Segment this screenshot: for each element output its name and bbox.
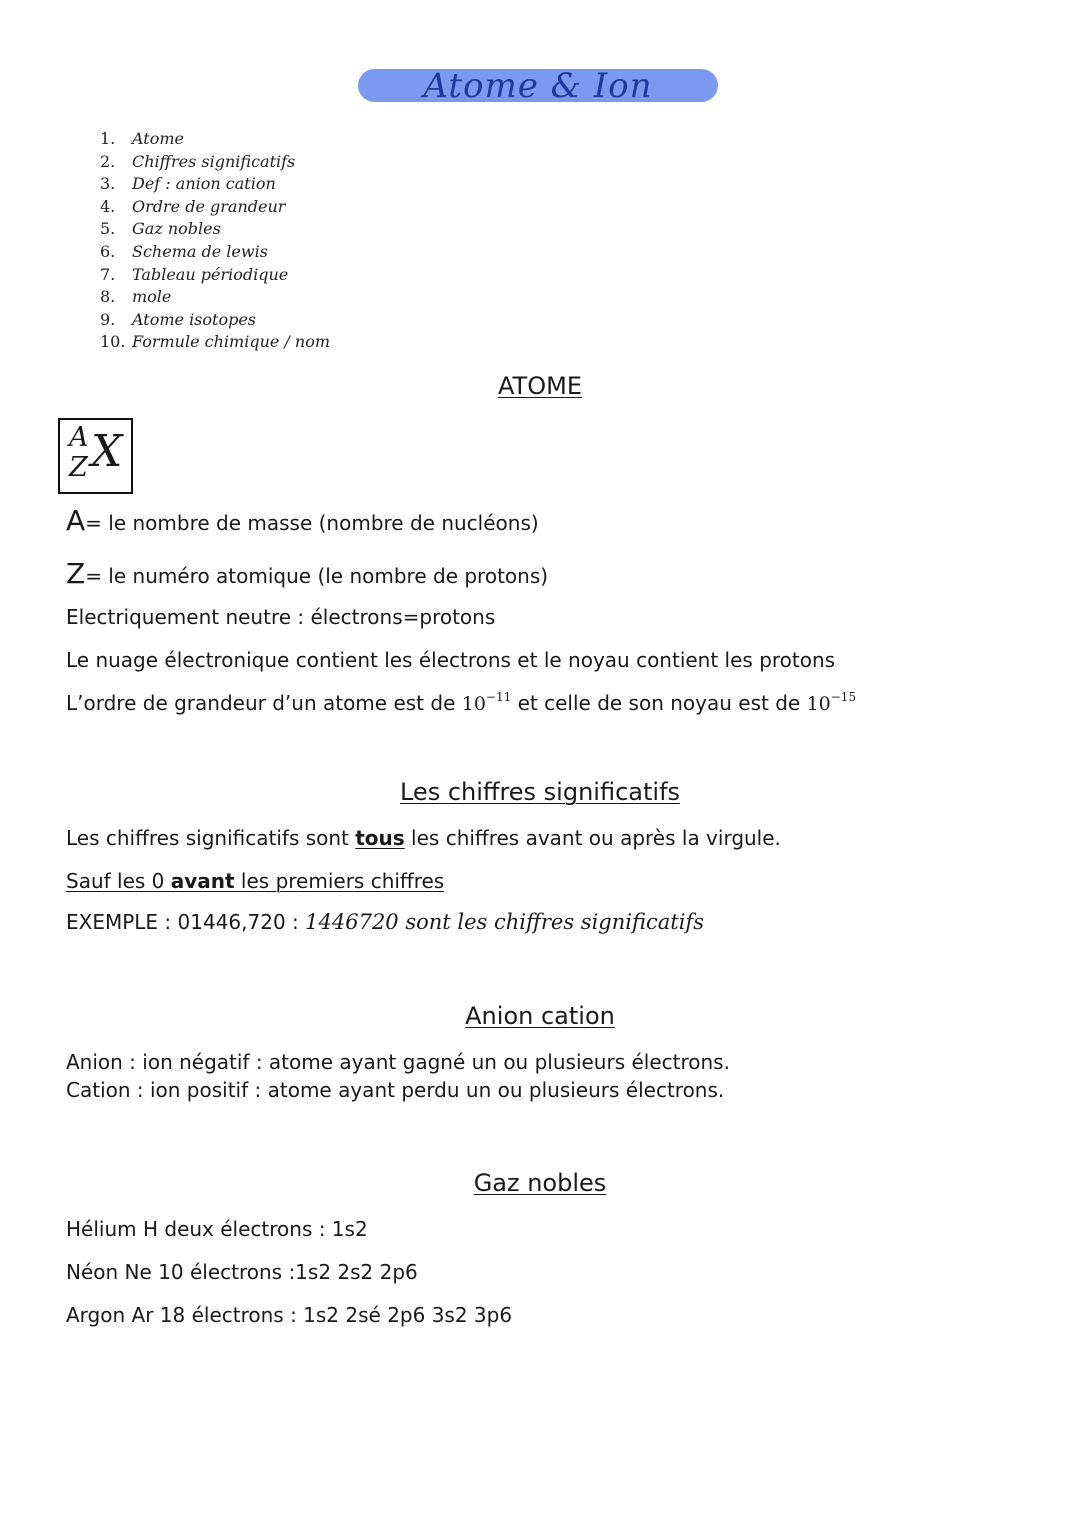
mass-number-symbol: A bbox=[69, 422, 89, 453]
neutral-statement: Electriquement neutre : électrons=protons bbox=[66, 605, 496, 629]
section-heading-atome: ATOME bbox=[498, 372, 582, 400]
electron-cloud-statement: Le nuage électronique contient les électrons et le noyau contient les protons bbox=[66, 648, 836, 672]
element-symbol: X bbox=[91, 426, 123, 477]
sig-figs-rule: Les chiffres significatifs sont tous les chiffres avant ou après la virgule. bbox=[66, 826, 781, 850]
atomic-number-symbol: Z bbox=[69, 452, 88, 483]
toc-item: 3. Def : anion cation bbox=[100, 174, 276, 194]
table-of-contents bbox=[100, 128, 330, 354]
title-banner bbox=[358, 65, 718, 106]
toc-item: 9. Atome isotopes bbox=[100, 309, 257, 329]
toc-item: 5. Gaz nobles bbox=[100, 219, 221, 239]
list-item: Néon Ne 10 électrons :1s2 2s2 2p6 bbox=[66, 1260, 418, 1284]
toc-item: 6. Schema de lewis bbox=[100, 241, 268, 261]
toc-item: 1. Atome bbox=[100, 129, 184, 148]
toc-item: 10. Formule chimique / nom bbox=[100, 332, 331, 352]
section-heading-gaz-nobles: Gaz nobles bbox=[473, 1169, 607, 1197]
toc-item: 4. Ordre de grandeur bbox=[100, 196, 286, 216]
atomic-number-definition: Z= le numéro atomique (le nombre de protons) bbox=[66, 557, 549, 590]
toc-item: 8. mole bbox=[100, 287, 172, 307]
order-of-magnitude-statement: L’ordre de grandeur d’un atome est de $10^{-11}$ et celle de son noyau est de $10^{-15}$ bbox=[66, 689, 857, 715]
sig-figs-example: EXEMPLE : 01446,720 : 1446720 sont les chiffres significatifs bbox=[66, 910, 704, 934]
section-heading-anion-cation: Anion cation bbox=[465, 1002, 615, 1030]
page-title: Atome & Ion bbox=[423, 65, 653, 106]
list-item: Argon Ar 18 électrons : 1s2 2sé 2p6 3s2 3p6 bbox=[66, 1303, 513, 1327]
sig-figs-exception: Sauf les 0 avant les premiers chiffres bbox=[66, 869, 445, 893]
mass-number-definition: A= le nombre de masse (nombre de nucléons) bbox=[66, 504, 539, 537]
toc-item: 7. Tableau périodique bbox=[100, 264, 289, 284]
list-item: Hélium H deux électrons : 1s2 bbox=[66, 1217, 368, 1241]
toc-item: 2. Chiffres significatifs bbox=[100, 151, 296, 171]
cation-definition: Cation : ion positif : atome ayant perdu un ou plusieurs électrons. bbox=[66, 1078, 725, 1102]
anion-definition: Anion : ion négatif : atome ayant gagné un ou plusieurs électrons. bbox=[66, 1050, 730, 1074]
section-heading-chiffres: Les chiffres significatifs bbox=[399, 778, 681, 806]
nuclide-notation-box bbox=[58, 418, 133, 494]
